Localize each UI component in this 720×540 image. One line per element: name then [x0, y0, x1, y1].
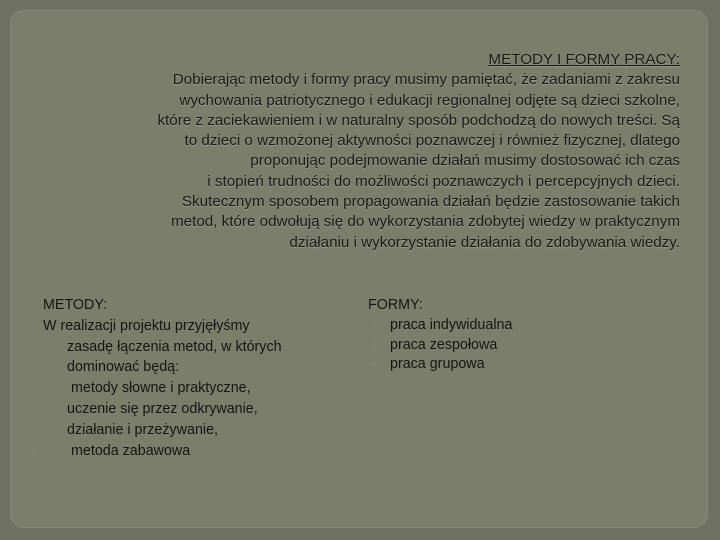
- methods-line: uczenie się przez odkrywanie,: [67, 400, 258, 417]
- paragraph-line: to dzieci o wzmożonej aktywności poznawczej i również fizycznej, dlatego: [184, 132, 680, 150]
- methods-line: dominować będą:: [67, 359, 180, 376]
- methods-line: zasadę łączenia metod, w których: [67, 338, 282, 355]
- list-item: ▫ praca indywidualna: [368, 316, 668, 336]
- intro-block: [20, 50, 680, 253]
- paragraph-line: które z zaciekawieniem i w naturalny sposób podchodzą do nowych treści. Są: [157, 111, 680, 129]
- forms-column: [368, 295, 668, 375]
- methods-column: [33, 295, 343, 461]
- forms-header: FORMY:: [368, 297, 423, 313]
- paragraph-line: i stopień trudności do możliwości poznawczych i percepcyjnych dzieci.: [207, 172, 680, 190]
- methods-line: metody słowne i praktyczne,: [71, 380, 251, 397]
- forms-list: [368, 316, 668, 375]
- methods-bullet-row: [33, 441, 343, 462]
- methods-line: metoda zabawowa: [71, 442, 191, 459]
- methods-header: METODY:: [43, 297, 108, 313]
- list-item: ▫ praca grupowa: [368, 355, 668, 375]
- paragraph-line: Dobierając metody i formy pracy musimy pamiętać, że zadaniami z zakresu: [172, 71, 680, 89]
- paragraph-line: działaniu i wykorzystanie działania do zdobywania wiedzy.: [289, 233, 680, 251]
- bullet-icon: ▫: [33, 444, 37, 457]
- methods-line: działanie i przeżywanie,: [67, 421, 218, 438]
- paragraph-line: wychowania patriotycznego i edukacji regionalnej odjęte są dzieci szkolne,: [179, 91, 680, 109]
- paragraph-line: metod, które odwołują się do wykorzystania zdobytej wiedzy w praktycznym: [171, 213, 680, 231]
- section-title: METODY I FORMY PRACY:: [488, 51, 680, 68]
- methods-line: W realizacji projektu przyjęłyśmy: [43, 317, 250, 334]
- list-item: ▫ praca zespołowa: [368, 336, 668, 356]
- paragraph-line: Skutecznym sposobem propagowania działań będzie zastosowanie takich: [181, 193, 680, 211]
- paragraph-line: proponując podejmowanie działań musimy dostosować ich czas: [250, 152, 680, 170]
